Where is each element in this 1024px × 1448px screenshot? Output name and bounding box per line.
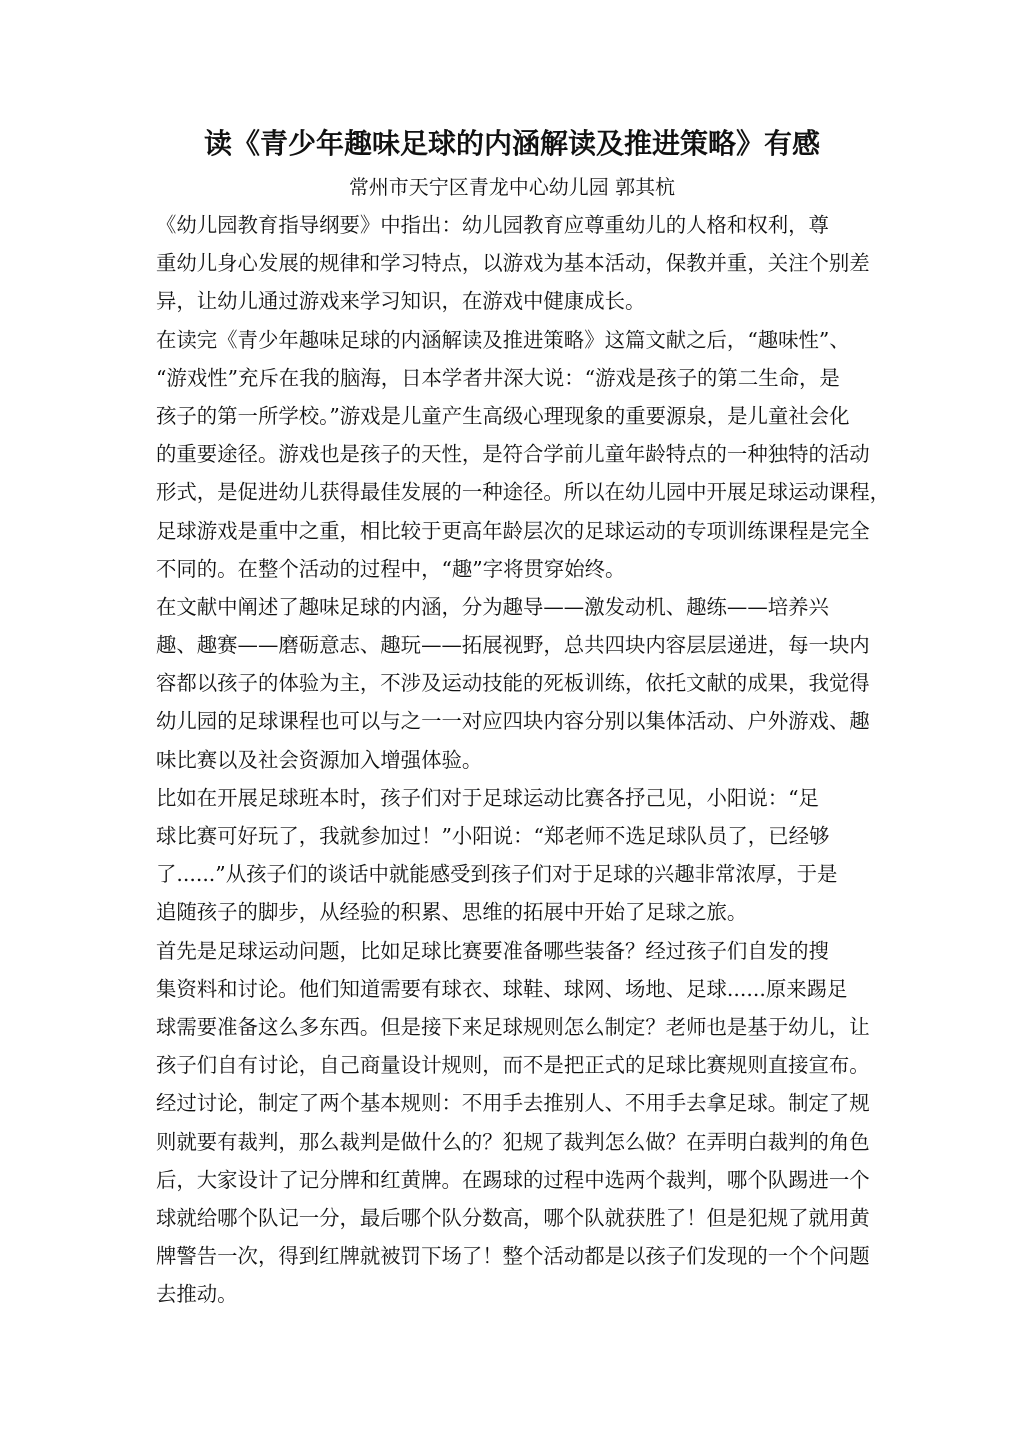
text-line: 幼儿园的足球课程也可以与之一一对应四块内容分别以集体活动、户外游戏、趣 bbox=[156, 709, 870, 734]
text-line: 的重要途径。游戏也是孩子的天性，是符合学前儿童年龄特点的一种独特的活动 bbox=[156, 442, 870, 467]
text-line: 首先是足球运动问题，比如足球比赛要准备哪些装备？经过孩子们自发的搜 bbox=[156, 938, 829, 963]
text-line: 集资料和讨论。他们知道需要有球衣、球鞋、球网、场地、足球......原来踢足 bbox=[156, 976, 848, 1001]
text-line: 《幼儿园教育指导纲要》中指出：幼儿园教育应尊重幼儿的人格和权利，尊 bbox=[156, 213, 829, 237]
text-line: 趣、趣赛——磨砺意志、趣玩——拓展视野，总共四块内容层层递进，每一块内 bbox=[156, 633, 870, 658]
text-line: 球就给哪个队记一分，最后哪个队分数高，哪个队就获胜了！但是犯规了就用黄 bbox=[156, 1205, 870, 1230]
text-line: 比如在开展足球班本时，孩子们对于足球运动比赛各抒己见，小阳说：“足 bbox=[156, 785, 819, 810]
author-line: 常州市天宁区青龙中心幼儿园 郭其杭 bbox=[348, 175, 676, 199]
text-line: 了......”从孩子们的谈话中就能感受到孩子们对于足球的兴趣非常浓厚，于是 bbox=[156, 862, 838, 887]
document-title: 读《青少年趣味足球的内涵解读及推进策略》有感 bbox=[203, 127, 820, 160]
text-line: 后，大家设计了记分牌和红黄牌。在踢球的过程中选两个裁判，哪个队踢进一个 bbox=[156, 1167, 870, 1192]
paragraph-4 bbox=[156, 779, 886, 932]
text-line: 去推动。 bbox=[156, 1282, 238, 1307]
text-line: 足球游戏是重中之重，相比较于更高年龄层次的足球运动的专项训练课程是完全 bbox=[156, 518, 870, 543]
text-line: 孩子的第一所学校。”游戏是儿童产生高级心理现象的重要源泉，是儿童社会化 bbox=[156, 403, 850, 428]
paragraph-5 bbox=[156, 932, 886, 1314]
text-line: 在文献中阐述了趣味足球的内涵，分为趣导——激发动机、趣练——培养兴 bbox=[156, 594, 829, 619]
text-line: 牌警告一次，得到红牌就被罚下场了！整个活动都是以孩子们发现的一个个问题 bbox=[156, 1244, 870, 1269]
text-line: 味比赛以及社会资源加入增强体验。 bbox=[156, 747, 483, 772]
paragraph-1 bbox=[156, 206, 886, 321]
text-line: 容都以孩子的体验为主，不涉及运动技能的死板训练，依托文献的成果，我觉得 bbox=[156, 671, 870, 696]
document-body bbox=[156, 206, 891, 1313]
text-line: 在读完《青少年趣味足球的内涵解读及推进策略》这篇文献之后，“趣味性”、 bbox=[156, 327, 850, 352]
paragraph-2 bbox=[156, 321, 891, 588]
text-line: 经过讨论，制定了两个基本规则：不用手去推别人、不用手去拿足球。制定了规 bbox=[156, 1091, 870, 1116]
text-line: 追随孩子的脚步，从经验的积累、思维的拓展中开始了足球之旅。 bbox=[156, 900, 748, 925]
text-line: 则就要有裁判，那么裁判是做什么的？犯规了裁判怎么做？在弄明白裁判的角色 bbox=[156, 1129, 870, 1154]
text-line: 异，让幼儿通过游戏来学习知识，在游戏中健康成长。 bbox=[156, 289, 646, 314]
text-line: “游戏性”充斥在我的脑海，日本学者井深大说：“游戏是孩子的第二生命，是 bbox=[156, 365, 840, 390]
text-line: 球比赛可好玩了，我就参加过！”小阳说：“郑老师不选足球队员了，已经够 bbox=[156, 824, 830, 848]
text-line: 形式，是促进幼儿获得最佳发展的一种途径。所以在幼儿园中开展足球运动课程， bbox=[156, 480, 891, 505]
text-line: 球需要准备这么多东西。但是接下来足球规则怎么制定？老师也是基于幼儿，让 bbox=[156, 1014, 870, 1039]
text-line: 不同的。在整个活动的过程中，“趣”字将贯穿始终。 bbox=[156, 556, 626, 581]
text-line: 重幼儿身心发展的规律和学习特点，以游戏为基本活动，保教并重，关注个别差 bbox=[156, 251, 870, 276]
text-line: 孩子们自有讨论，自己商量设计规则，而不是把正式的足球比赛规则直接宣布。 bbox=[156, 1053, 870, 1078]
paragraph-3 bbox=[156, 588, 886, 779]
